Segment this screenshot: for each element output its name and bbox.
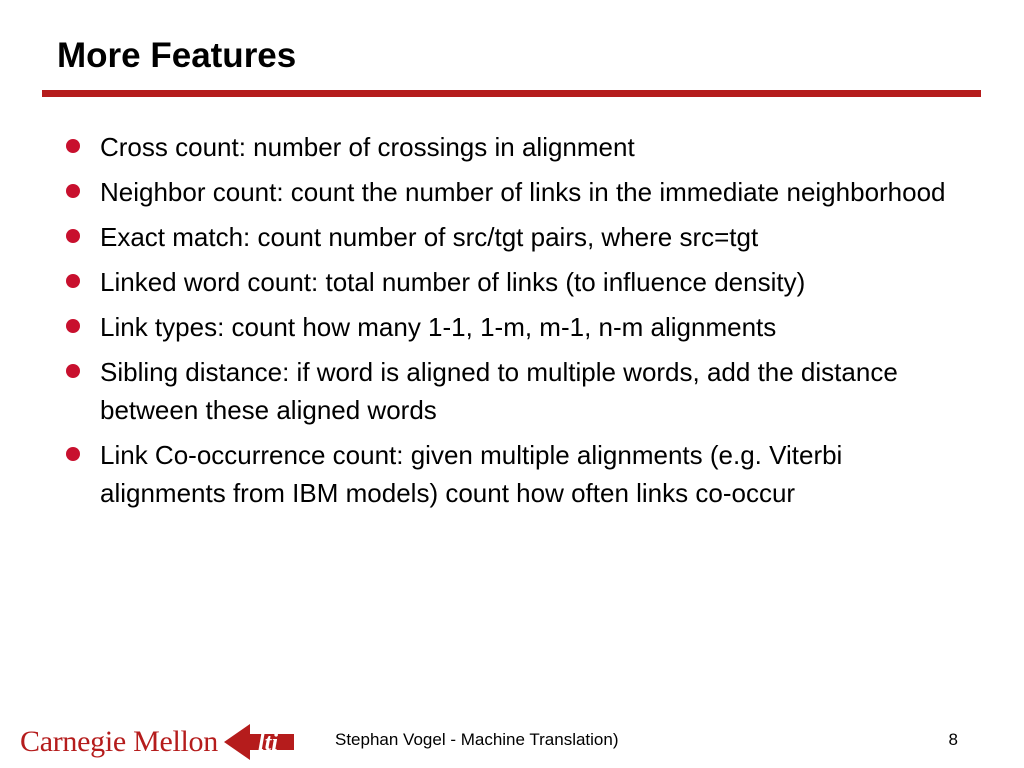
bullet-item — [66, 263, 966, 301]
bullet-text: Neighbor count: count the number of links in the immediate neighborhood — [100, 177, 946, 207]
bullet-icon — [66, 274, 80, 288]
bullet-list — [66, 128, 966, 519]
bullet-item — [66, 436, 966, 512]
bullet-icon — [66, 447, 80, 461]
bullet-icon — [66, 319, 80, 333]
page-number: 8 — [948, 730, 958, 749]
lti-logo-text: lti — [258, 730, 279, 756]
bullet-item — [66, 353, 966, 429]
footer-credit: Stephan Vogel - Machine Translation) — [335, 730, 619, 749]
title-divider — [42, 90, 981, 97]
bullet-icon — [66, 364, 80, 378]
bullet-text: Exact match: count number of src/tgt pairs, where src=tgt — [100, 222, 759, 252]
bullet-item — [66, 173, 966, 211]
bullet-icon — [66, 184, 80, 198]
bullet-text: Cross count: number of crossings in alignment — [100, 132, 635, 162]
lti-logo-icon — [222, 720, 298, 764]
bullet-text: Link Co-occurrence count: given multiple alignments (e.g. Viterbi alignments from IBM models) count how often links co-occur — [100, 440, 843, 508]
bullet-text: Linked word count: total number of links (to influence density) — [100, 267, 806, 297]
bullet-item — [66, 218, 966, 256]
bullet-text: Link types: count how many 1-1, 1-m, m-1, n-m alignments — [100, 312, 777, 342]
bullet-item — [66, 128, 966, 166]
bullet-item — [66, 308, 966, 346]
bullet-text: Sibling distance: if word is aligned to multiple words, add the distance between these aligned words — [100, 357, 898, 425]
bullet-icon — [66, 139, 80, 153]
slide-footer — [0, 710, 1024, 768]
bullet-icon — [66, 229, 80, 243]
carnegie-mellon-logo: Carnegie Mellon — [20, 725, 218, 758]
slide-title: More Features — [57, 36, 297, 75]
